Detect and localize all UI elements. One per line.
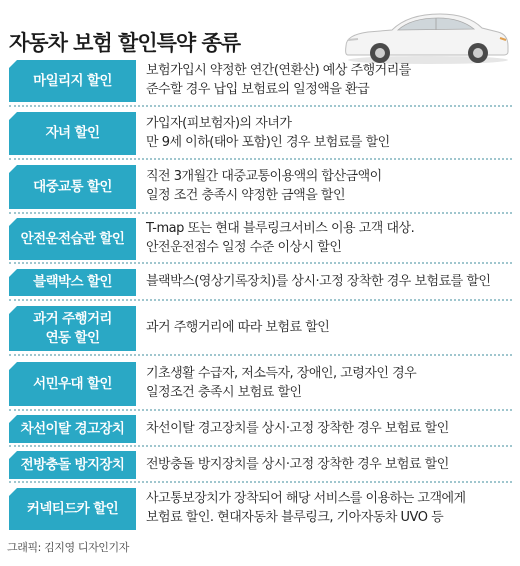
description-line: 일정 조건 충족시 약정한 금액을 할인 bbox=[146, 188, 346, 203]
label-cell bbox=[9, 415, 136, 443]
table-row bbox=[9, 447, 512, 483]
table-row bbox=[9, 160, 512, 214]
label-text: 연동 할인 bbox=[45, 329, 100, 346]
table-row bbox=[9, 483, 512, 535]
label-text: 서민우대 할인 bbox=[33, 375, 112, 392]
label-cell bbox=[9, 60, 136, 102]
description-line: 과거 주행거리에 따라 보험료 할인 bbox=[146, 320, 330, 336]
description-cell bbox=[146, 451, 512, 479]
table-row bbox=[9, 264, 512, 301]
label-cell bbox=[9, 488, 136, 530]
description-cell bbox=[146, 362, 512, 406]
description-line: 준수할 경우 납입 보험료의 일정액을 환급 bbox=[146, 82, 370, 97]
description-cell bbox=[146, 488, 512, 530]
description-cell bbox=[146, 218, 512, 260]
description-line: T-map 또는 현대 블루링크서비스 이용 고객 대상. bbox=[146, 221, 415, 237]
description-line: 만 9세 이하(태아 포함)인 경우 보험료를 할인 bbox=[146, 134, 390, 150]
description-line: 가입자(피보험자)의 자녀가 bbox=[146, 115, 292, 131]
label-text: 차선이탈 경고장치 bbox=[20, 420, 125, 437]
description-line: 사고통보장치가 장착되어 해당 서비스를 이용하는 고객에게 bbox=[146, 491, 466, 507]
label-cell bbox=[9, 306, 136, 351]
description-cell bbox=[146, 60, 512, 102]
description-line: 보험료 할인. 현대자동차 블루링크, 기아자동차 UVO 등 bbox=[146, 510, 444, 525]
discount-table bbox=[9, 56, 512, 535]
label-cell bbox=[9, 112, 136, 155]
table-row bbox=[9, 107, 512, 160]
description-line: 블랙박스(영상기록장치)를 상시·고정 장착한 경우 보험료를 할인 bbox=[146, 274, 491, 290]
graphic-credit: 그래픽: 김지영 디자인기자 bbox=[7, 541, 129, 554]
table-row bbox=[9, 214, 512, 264]
description-line: 기초생활 수급자, 저소득자, 장애인, 고령자인 경우 bbox=[146, 366, 417, 382]
description-line: 직전 3개월간 대중교통이용액의 합산금액이 bbox=[146, 169, 382, 185]
table-row bbox=[9, 356, 512, 411]
description-cell bbox=[146, 269, 512, 296]
label-cell bbox=[9, 451, 136, 479]
label-cell bbox=[9, 165, 136, 209]
label-cell bbox=[9, 218, 136, 260]
description-cell bbox=[146, 306, 512, 351]
description-line: 전방충돌 방지장치를 상시·고정 장착한 경우 보험료 할인 bbox=[146, 456, 449, 472]
label-text: 과거 주행거리 bbox=[33, 311, 112, 328]
label-text: 블랙박스 할인 bbox=[33, 274, 112, 291]
label-text: 대중교통 할인 bbox=[33, 178, 112, 195]
label-text: 자녀 할인 bbox=[45, 125, 100, 142]
label-cell bbox=[9, 269, 136, 296]
table-row bbox=[9, 411, 512, 447]
table-row bbox=[9, 301, 512, 356]
label-text: 마일리지 할인 bbox=[33, 72, 112, 89]
description-line: 보험가입시 약정한 연간(연환산) 예상 주행거리를 bbox=[146, 63, 411, 79]
description-cell bbox=[146, 165, 512, 209]
description-cell bbox=[146, 112, 512, 155]
table-row bbox=[9, 56, 512, 107]
page-title: 자동차 보험 할인특약 종류 bbox=[9, 31, 241, 55]
description-line: 안전운전점수 일정 수준 이상시 할인 bbox=[146, 240, 342, 255]
description-line: 차선이탈 경고장치를 상시·고정 장착한 경우 보험료 할인 bbox=[146, 420, 449, 436]
label-cell bbox=[9, 362, 136, 406]
label-text: 안전운전습관 할인 bbox=[20, 230, 125, 247]
description-cell bbox=[146, 415, 512, 443]
label-text: 커넥티드카 할인 bbox=[26, 500, 119, 517]
label-text: 전방충돌 방지장치 bbox=[20, 456, 125, 473]
description-line: 일정조건 충족시 보험료 할인 bbox=[146, 385, 302, 400]
